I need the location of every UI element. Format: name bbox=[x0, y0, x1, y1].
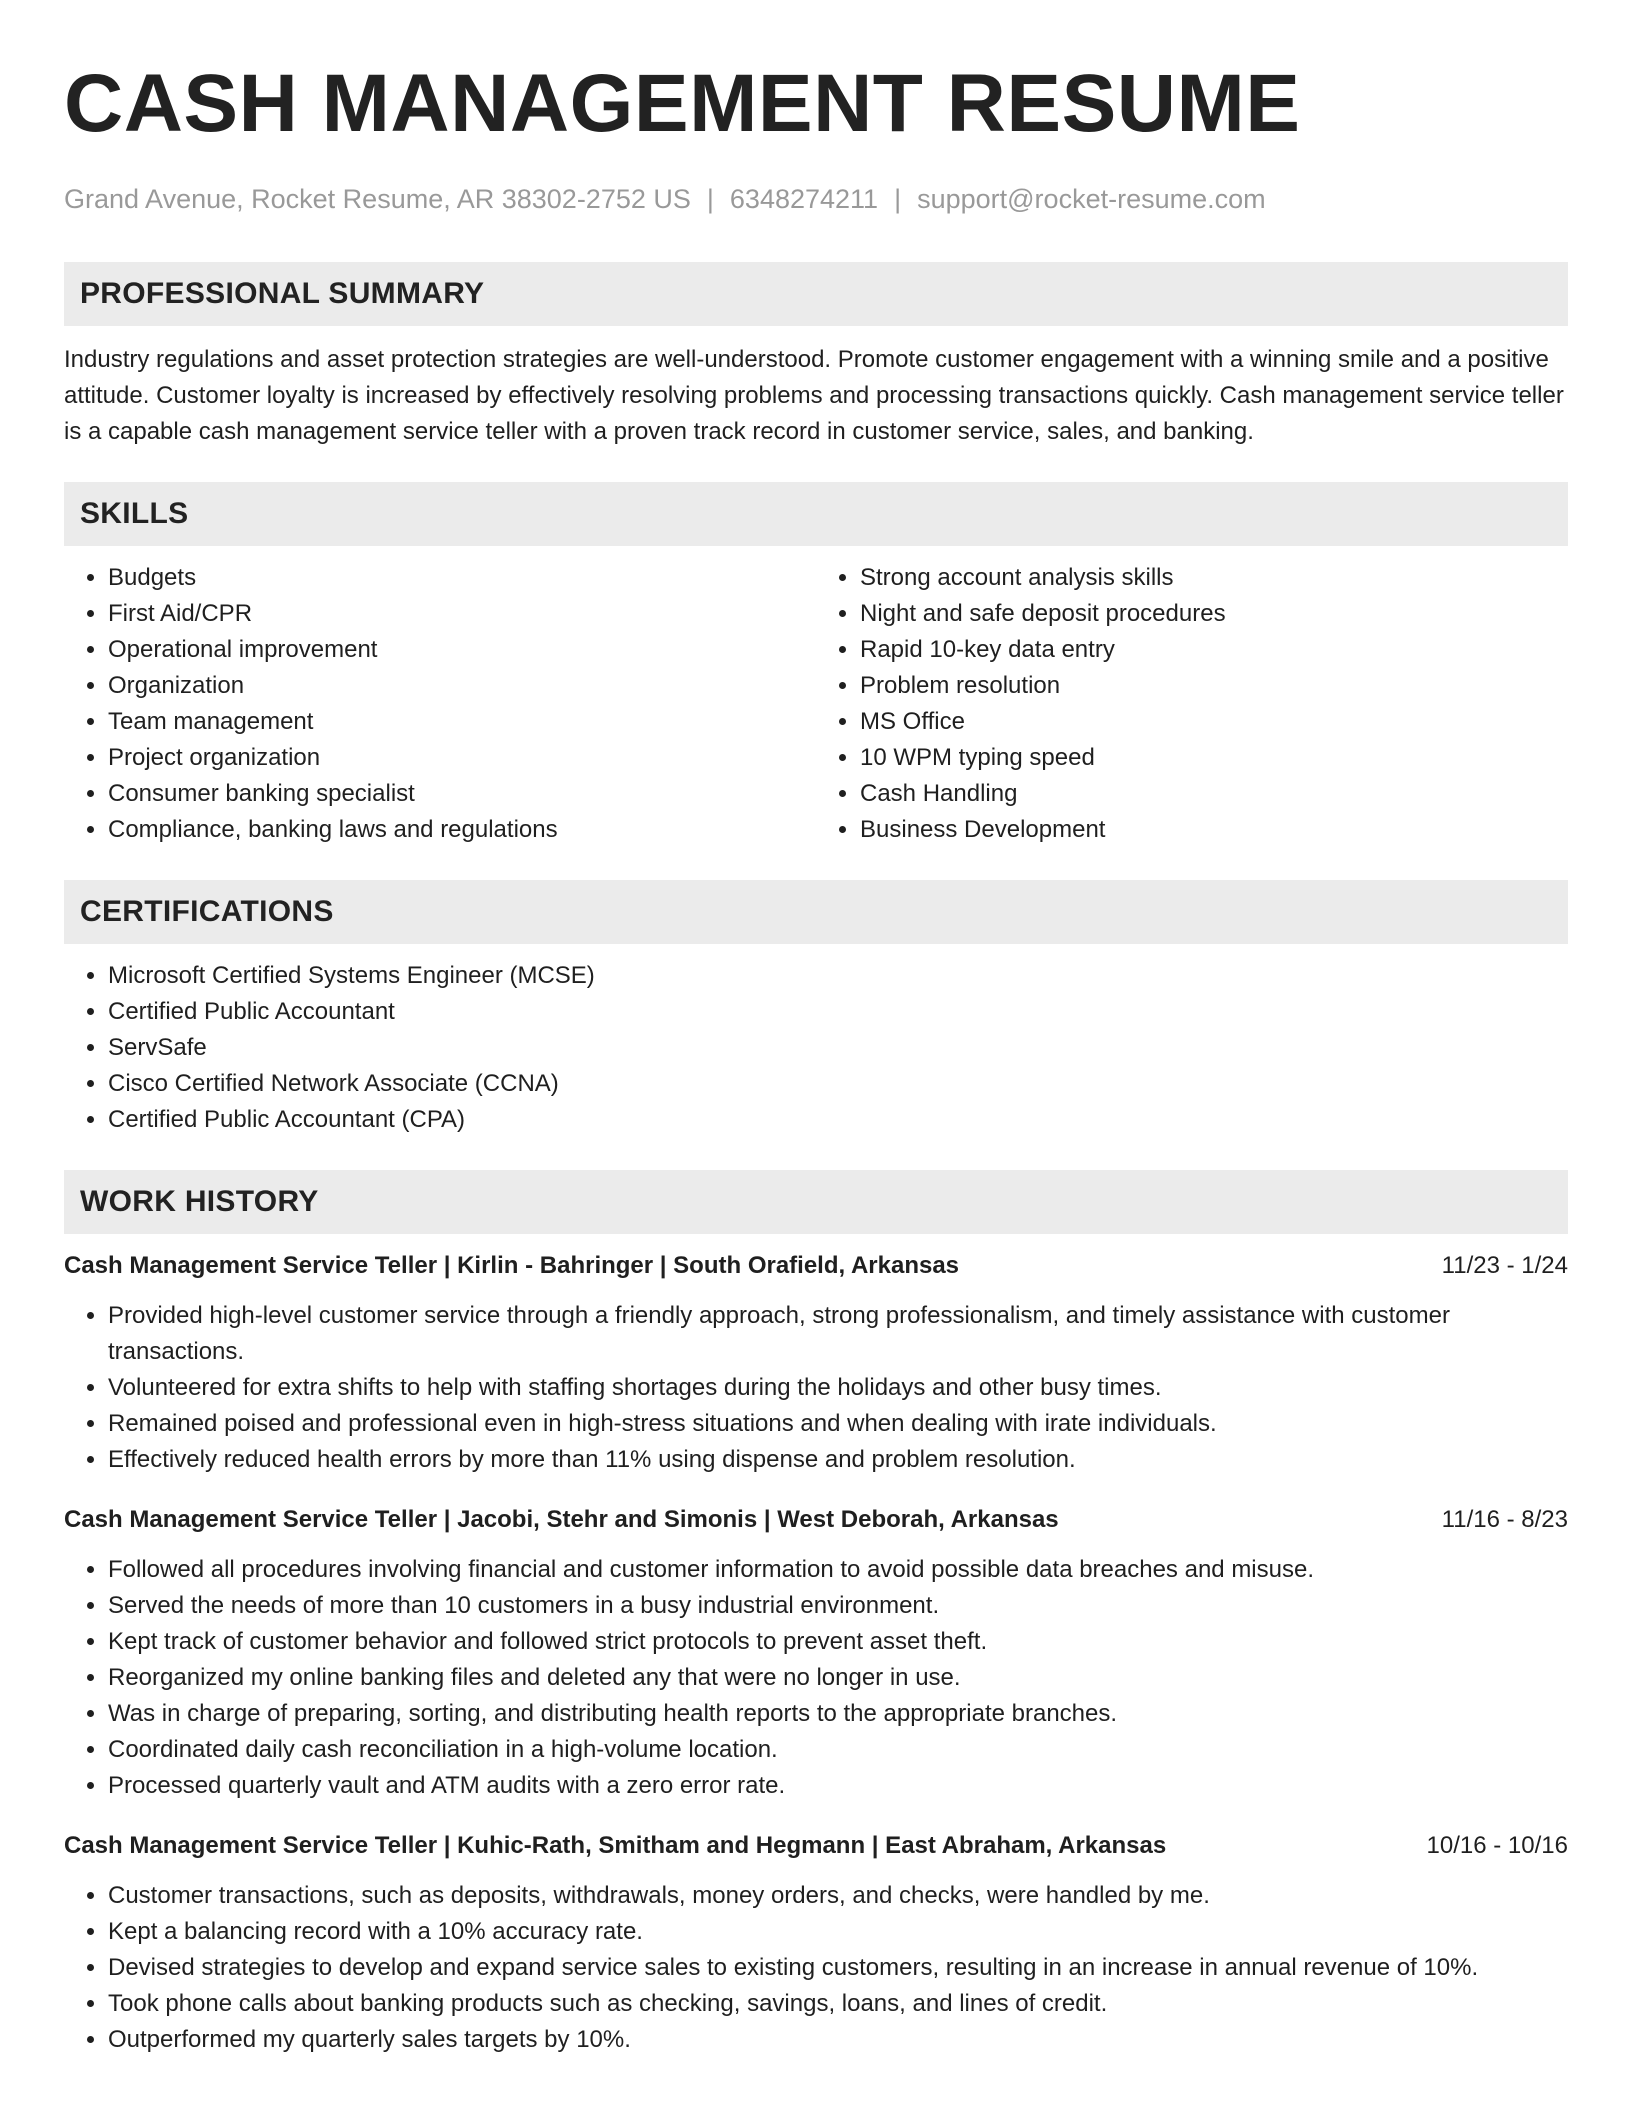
job-header bbox=[64, 1828, 1568, 1864]
skill-item: • Consumer banking specialist bbox=[108, 776, 816, 812]
phone: 6348274211 bbox=[729, 184, 879, 214]
job-header bbox=[64, 1248, 1568, 1284]
certification-item: • Certified Public Accountant bbox=[108, 994, 1568, 1030]
work-history-heading: WORK HISTORY bbox=[64, 1170, 1568, 1234]
job-bullets bbox=[64, 1878, 1568, 2058]
certification-item: • Microsoft Certified Systems Engineer (MCSE) bbox=[108, 958, 1568, 994]
job-bullet: • Devised strategies to develop and expand service sales to existing customers, resulting in an increase in annual revenue of 10%. bbox=[108, 1950, 1568, 1986]
certification-item: • ServSafe bbox=[108, 1030, 1568, 1066]
skills-column-right bbox=[816, 560, 1568, 848]
skill-item: • Organization bbox=[108, 668, 816, 704]
job-bullet: • Effectively reduced health errors by more than 11% using dispense and problem resolution. bbox=[108, 1442, 1568, 1478]
job-bullets bbox=[64, 1298, 1568, 1478]
skill-item: • MS Office bbox=[860, 704, 1568, 740]
job-entry bbox=[64, 1828, 1568, 2058]
email: support@rocket-resume.com bbox=[917, 184, 1266, 214]
skill-item: • Strong account analysis skills bbox=[860, 560, 1568, 596]
address: Grand Avenue, Rocket Resume, AR 38302-2752 US bbox=[64, 184, 691, 214]
separator: | bbox=[706, 184, 714, 214]
skill-item: • Night and safe deposit procedures bbox=[860, 596, 1568, 632]
resume-title: CASH MANAGEMENT RESUME bbox=[64, 58, 1301, 149]
job-bullet: • Remained poised and professional even in high-stress situations and when dealing with irate individuals. bbox=[108, 1406, 1568, 1442]
skill-item: • Rapid 10-key data entry bbox=[860, 632, 1568, 668]
job-bullet: • Reorganized my online banking files and deleted any that were no longer in use. bbox=[108, 1660, 1568, 1696]
skill-item: • 10 WPM typing speed bbox=[860, 740, 1568, 776]
job-title: Cash Management Service Teller | Kirlin - Bahringer | South Orafield, Arkansas bbox=[64, 1252, 960, 1279]
job-bullet: • Followed all procedures involving financial and customer information to avoid possible data breaches and misuse. bbox=[108, 1552, 1568, 1588]
job-entry bbox=[64, 1502, 1568, 1804]
skills-column-left bbox=[64, 560, 816, 848]
summary-heading: PROFESSIONAL SUMMARY bbox=[64, 262, 1568, 326]
skill-item: • Operational improvement bbox=[108, 632, 816, 668]
job-bullet: • Processed quarterly vault and ATM audits with a zero error rate. bbox=[108, 1768, 1568, 1804]
skill-item: • Team management bbox=[108, 704, 816, 740]
job-header bbox=[64, 1502, 1568, 1538]
skills-heading: SKILLS bbox=[64, 482, 1568, 546]
skill-item: • Problem resolution bbox=[860, 668, 1568, 704]
job-title: Cash Management Service Teller | Kuhic-Rath, Smitham and Hegmann | East Abraham, Arkansas bbox=[64, 1832, 1167, 1859]
job-bullet: • Was in charge of preparing, sorting, and distributing health reports to the appropriate branches. bbox=[108, 1696, 1568, 1732]
job-bullet: • Took phone calls about banking products such as checking, savings, loans, and lines of credit. bbox=[108, 1986, 1568, 2022]
job-title: Cash Management Service Teller | Jacobi, Stehr and Simonis | West Deborah, Arkansas bbox=[64, 1506, 1059, 1533]
skill-item: • Business Development bbox=[860, 812, 1568, 848]
separator: | bbox=[894, 184, 902, 214]
job-bullet: • Volunteered for extra shifts to help with staffing shortages during the holidays and other busy times. bbox=[108, 1370, 1568, 1406]
contact-line bbox=[64, 182, 1568, 216]
job-dates: 10/16 - 10/16 bbox=[1426, 1832, 1568, 1859]
work-history-list bbox=[64, 1248, 1568, 2058]
job-bullet: • Customer transactions, such as deposits, withdrawals, money orders, and checks, were handled by me. bbox=[108, 1878, 1568, 1914]
certifications-heading: CERTIFICATIONS bbox=[64, 880, 1568, 944]
summary-text: Industry regulations and asset protection strategies are well-understood. Promote customer engagement with a winning smile and a positive attitude. Customer loyalty is increased by effectively resolving problems and processing transactions quickly. Cash management service teller is a capable cash management service teller with a proven track record in customer service, sales, and banking. bbox=[64, 346, 1564, 445]
job-dates: 11/23 - 1/24 bbox=[1441, 1252, 1568, 1279]
job-bullet: • Coordinated daily cash reconciliation in a high-volume location. bbox=[108, 1732, 1568, 1768]
skill-item: • Compliance, banking laws and regulations bbox=[108, 812, 816, 848]
skill-item: • First Aid/CPR bbox=[108, 596, 816, 632]
job-bullets bbox=[64, 1552, 1568, 1804]
job-bullet: • Kept a balancing record with a 10% accuracy rate. bbox=[108, 1914, 1568, 1950]
certifications-list bbox=[64, 958, 1568, 1138]
job-entry bbox=[64, 1248, 1568, 1478]
skills-list bbox=[64, 560, 1568, 848]
job-bullet: • Served the needs of more than 10 customers in a busy industrial environment. bbox=[108, 1588, 1568, 1624]
skill-item: • Budgets bbox=[108, 560, 816, 596]
certification-item: • Certified Public Accountant (CPA) bbox=[108, 1102, 1568, 1138]
certification-item: • Cisco Certified Network Associate (CCNA) bbox=[108, 1066, 1568, 1102]
job-bullet: • Kept track of customer behavior and followed strict protocols to prevent asset theft. bbox=[108, 1624, 1568, 1660]
job-bullet: • Provided high-level customer service through a friendly approach, strong professionalism, and timely assistance with customer transactions. bbox=[108, 1298, 1568, 1370]
job-bullet: • Outperformed my quarterly sales targets by 10%. bbox=[108, 2022, 1568, 2058]
skill-item: • Project organization bbox=[108, 740, 816, 776]
job-dates: 11/16 - 8/23 bbox=[1441, 1506, 1568, 1533]
skill-item: • Cash Handling bbox=[860, 776, 1568, 812]
